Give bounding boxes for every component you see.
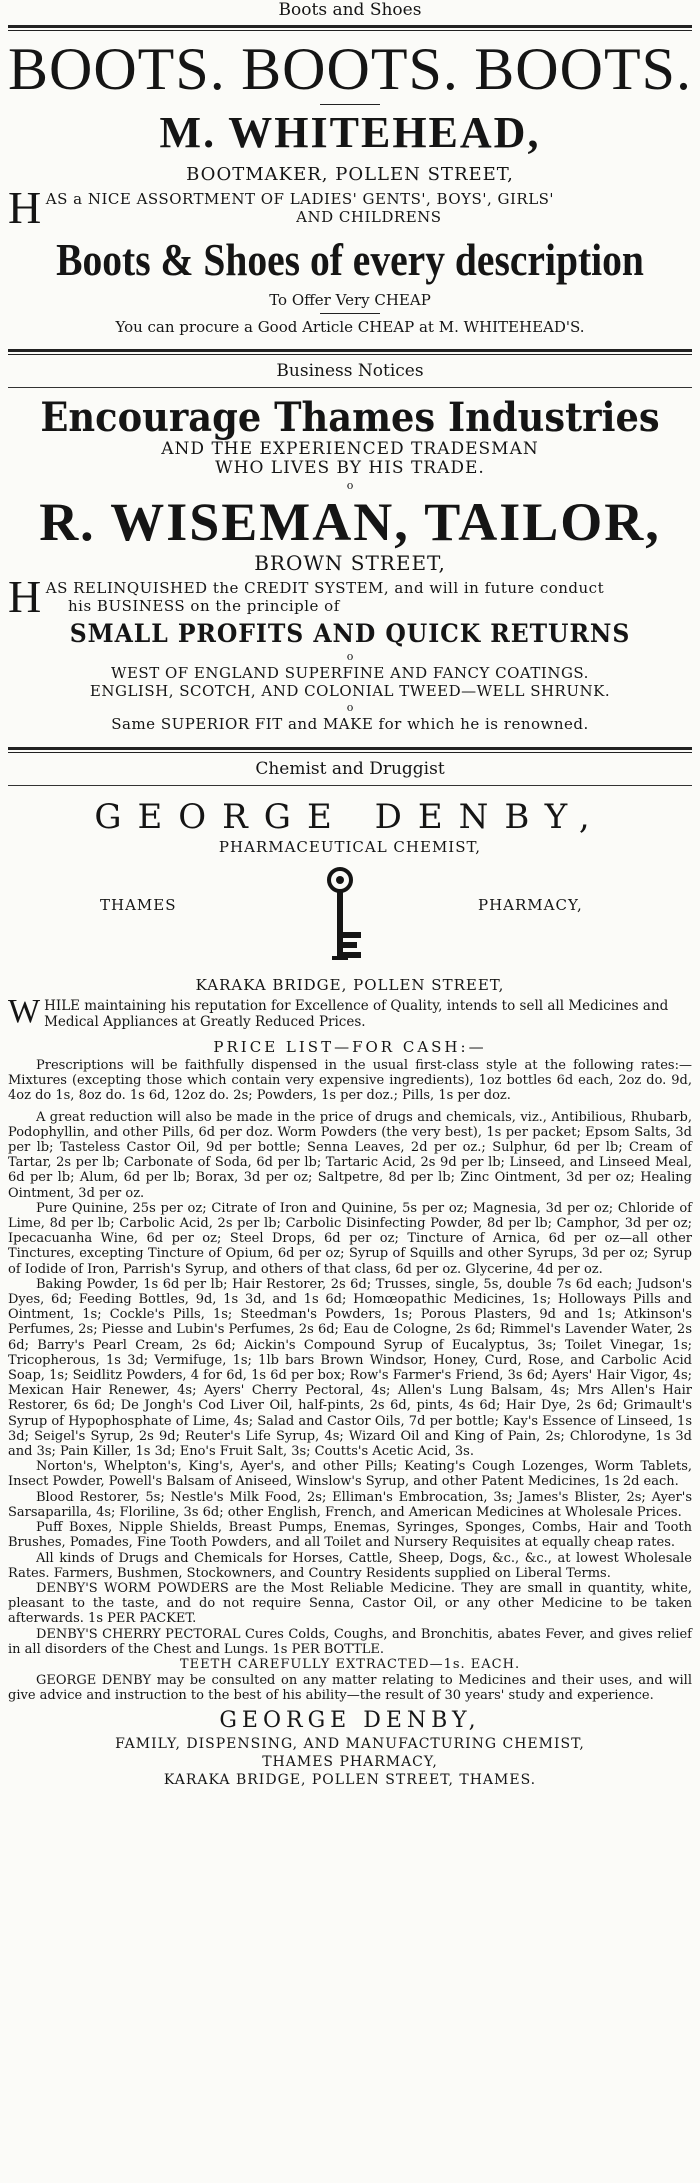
intro-paragraph (8, 993, 692, 1030)
section-header-boots: Boots and Shoes (278, 0, 422, 20)
price-paragraph: DENBY'S WORM POWDERS are the Most Reliable Medicine. They are small in quantity, white, pleasant to the taste, and do not require Senna, Castor Oil, or any other Medicine to be taken afterwards. 1s PER PACKET. (8, 1580, 692, 1627)
footer-line: FAMILY, DISPENSING, AND MANUFACTURING CHEMIST, (115, 1736, 585, 1753)
teeth-notice: TEETH CAREFULLY EXTRACTED—1s. EACH. (179, 1656, 521, 1672)
boots-headline: Boots & Shoes of every description (56, 234, 644, 285)
boots-banner (8, 37, 692, 101)
price-paragraph: Prescriptions will be faithfully dispensed in the usual first-class style at the following rates:—Mixtures (excepting those which contain very expensive ingredients), 1oz bottles 6d each, 2oz do. 9d, 4oz do 1s, 8oz do. 1s 6d, 12oz do. 2s; Powders, 1s per doz.; Pills, 1s per doz. (8, 1058, 692, 1104)
double-rule (8, 25, 692, 31)
price-paragraph: Puff Boxes, Nipple Shields, Breast Pumps, Enemas, Syringes, Sponges, Combs, Hair and Tooth Brushes, Pomades, Fine Tooth Powders, and all Toilet and Nursery Requisites at equally cheap rates. (8, 1520, 692, 1551)
closing-line: Same SUPERIOR FIT and MAKE for which he is renowned. (111, 715, 589, 733)
footer-line: KARAKA BRIDGE, POLLEN STREET, THAMES. (163, 1772, 537, 1789)
rule (8, 785, 692, 786)
section-header-business: Business Notices (276, 361, 424, 381)
drop-cap: H (8, 182, 42, 233)
footer-name: GEORGE DENBY, (219, 1708, 481, 1734)
separator: o (346, 650, 354, 663)
short-rule (320, 104, 380, 105)
assortment-line: AS a NICE ASSORTMENT OF LADIES' GENTS', BOYS', GIRLS' (45, 190, 555, 208)
coatings-line: WEST OF ENGLAND SUPERFINE AND FANCY COATINGS. (111, 664, 589, 682)
price-paragraph: Baking Powder, 1s 6d per lb; Hair Restorer, 2s 6d; Trusses, single, 5s, double 7s 6d each; Judson's Dyes, 6d; Feeding Bottles, 9d, 1s 3d, and 1s 6d; Homœopathic Medicines, 1s; Holloways Pills and Ointment, 1s; Cockle's Pills, 1s; Steedman's Powders, 1s; Porous Plasters, 9d and 1s; Atkinson's Perfumes, 2s; Piesse and Lubin's Perfumes, 2s 6d; Eau de Cologne, 2s 6d; Rimmel's Lavender Water, 2s 6d; Barry's Pearl Cream, 2s 6d; Aickin's Compound Syrup of Eucalyptus, 3s; Toilet Vinegar, 1s; Tricopherous, 1s 3d; Vermifuge, 1s; 1lb bars Brown Windsor, Honey, Curd, Rose, and Carbolic Acid Soap, 1s; Seidlitz Powders, 4 for 6d, 1s 6d per box; Row's Farmer's Friend, 3s 6d; Ayers' Hair Vigor, 4s; Mexican Hair Renewer, 4s; Ayers' Cherry Pectoral, 4s; Allen's Lung Balsam, 4s; Mrs Allen's Hair Restorer, 6s 6d; De Jongh's Cod Liver Oil, half-pints, 2s 6d, pints, 4s 6d; Hair Dye, 2s 6d; Grimault's Syrup of Hypophosphate of Lime, 4s; Salad and Castor Oils, 7d per bottle; Kay's Essence of Linseed, 1s 3d; Seigel's Syrup, 2s 9d; Reuter's Life Syrup, 4s; Wizard Oil and King of Pain, 2s; Chlorodyne, 1s 3d and 3s; Pain Killer, 1s 3d; Eno's Fruit Salt, 3s; Coutts's Acetic Acid, 3s. (8, 1276, 692, 1460)
pharmacy-sign (8, 866, 692, 966)
price-paragraph: Norton's, Whelpton's, King's, Ayer's, and other Pills; Keating's Cough Lozenges, Worm Tablets, Insect Powder, Powell's Balsam of Aniseed, Winslow's Syrup, and other Patent Medicines, 1s 2d each. (8, 1459, 692, 1490)
notice-line: AS RELINQUISHED the CREDIT SYSTEM, and will in future conduct (45, 579, 605, 597)
chemist-name: GEORGE DENBY, (94, 797, 606, 837)
section-header-chemist: Chemist and Druggist (255, 759, 445, 779)
separator: o (346, 479, 354, 492)
tailor-street: BROWN STREET, (254, 551, 446, 575)
tailor-motto: SMALL PROFITS AND QUICK RETURNS (69, 619, 631, 648)
boots-advert (8, 0, 692, 337)
proprietor-name: M. WHITEHEAD, (159, 108, 541, 157)
banner-word: BOOTS. (474, 36, 692, 102)
tagline: AND THE EXPERIENCED TRADESMAN (161, 439, 539, 459)
drop-cap: W (8, 993, 41, 1030)
procure-line: You can procure a Good Article CHEAP at M. WHITEHEAD'S. (115, 318, 585, 336)
price-paragraph: All kinds of Drugs and Chemicals for Horses, Cattle, Sheep, Dogs, &c., &c., at lowest Wholesale Rates. Farmers, Bushmen, Stockowners, and Country Residents supplied on Liberal Terms. (8, 1550, 692, 1581)
short-rule (320, 313, 380, 314)
price-paragraph: A great reduction will also be made in the price of drugs and chemicals, viz., Antibilious, Rhubarb, Podophyllin, and other Pills, 6d per doz. Worm Powders (the very best), 1s per packet; Epsom Salts, 3d per lb; Tasteless Castor Oil, 9d per bottle; Senna Leaves, 2d per oz.; Sulphur, 6d per lb; Cream of Tartar, 2s per lb; Carbonate of Soda, 6d per lb; Tartaric Acid, 2s 9d per lb; Linseed, and Linseed Meal, 6d per lb; Alum, 6d per lb; Borax, 3d per oz; Saltpetre, 8d per lb; Zinc Ointment, 3d per oz; Healing Ointment, 3d per oz. (8, 1109, 692, 1201)
price-paragraph: Blood Restorer, 5s; Nestle's Milk Food, 2s; Elliman's Embrocation, 3s; James's Blister, 2s; Ayer's Sarsaparilla, 4s; Floriline, 3s 6d; other English, French, and American Medicines at Wholesale Prices. (8, 1489, 692, 1520)
price-list-heading: PRICE LIST—FOR CASH:— (213, 1038, 487, 1056)
double-rule (8, 349, 692, 355)
notice-line: his BUSINESS on the principle of (68, 597, 340, 615)
drop-cap: H (8, 571, 42, 622)
double-rule (8, 747, 692, 753)
separator: o (346, 701, 354, 714)
offer-line: To Offer Very CHEAP (269, 291, 431, 309)
assortment-line: AND CHILDRENS (296, 208, 442, 226)
footer-line: THAMES PHARMACY, (262, 1754, 438, 1771)
assortment-paragraph (8, 182, 692, 233)
price-paragraph: DENBY'S CHERRY PECTORAL Cures Colds, Coughs, and Bronchitis, abates Fever, and gives relief in all disorders of the Chest and Lungs. 1s PER BOTTLE. (8, 1626, 692, 1657)
chemist-advert (8, 759, 692, 1789)
intro-text: HILE maintaining his reputation for Excellence of Quality, intends to sell all Medicines and Medical Appliances at Greatly Reduced Prices. (44, 998, 669, 1030)
tailor-name: R. WISEMAN, TAILOR, (39, 492, 661, 552)
trade-address: BOOTMAKER, POLLEN STREET, (186, 164, 514, 185)
tailor-advert (8, 361, 692, 733)
encourage-headline: Encourage Thames Industries (40, 394, 660, 441)
coatings-line: ENGLISH, SCOTCH, AND COLONIAL TWEED—WELL SHRUNK. (89, 682, 611, 700)
chemist-title: PHARMACEUTICAL CHEMIST, (218, 838, 482, 856)
rule (8, 387, 692, 388)
chemist-address: KARAKA BRIDGE, POLLEN STREET, (195, 976, 505, 994)
tagline: WHO LIVES BY HIS TRADE. (215, 458, 485, 478)
price-paragraph: Pure Quinine, 25s per oz; Citrate of Iron and Quinine, 5s per oz; Magnesia, 3d per oz; Chloride of Lime, 8d per lb; Carbolic Acid, 2s per lb; Carbolic Disinfecting Powder, 8d per lb; Camphor, 3d per oz; Ipecacuanha Wine, 6d per oz; Steel Drops, 6d per oz; Tincture of Arnica, 6d per oz—all other Tinctures, excepting Tincture of Opium, 6d per oz; Syrup of Squills and other Syrups, 3d per oz; Syrup of Iodide of Iron, Parrish's Syrup, and others of that class, 6d per oz. Glycerine, 4d per oz. (8, 1200, 692, 1277)
banner-word: BOOTS. (241, 36, 459, 102)
key-icon (320, 866, 370, 966)
consult-paragraph: GEORGE DENBY may be consulted on any matter relating to Medicines and their uses, and will give advice and instruction to the best of his ability—the result of 30 years' study and experience. (8, 1672, 692, 1704)
tailor-notice (8, 571, 692, 622)
banner-word: BOOTS. (8, 36, 226, 102)
pharmacy-right-label: PHARMACY, (478, 896, 583, 914)
pharmacy-left-label: THAMES (100, 896, 177, 914)
